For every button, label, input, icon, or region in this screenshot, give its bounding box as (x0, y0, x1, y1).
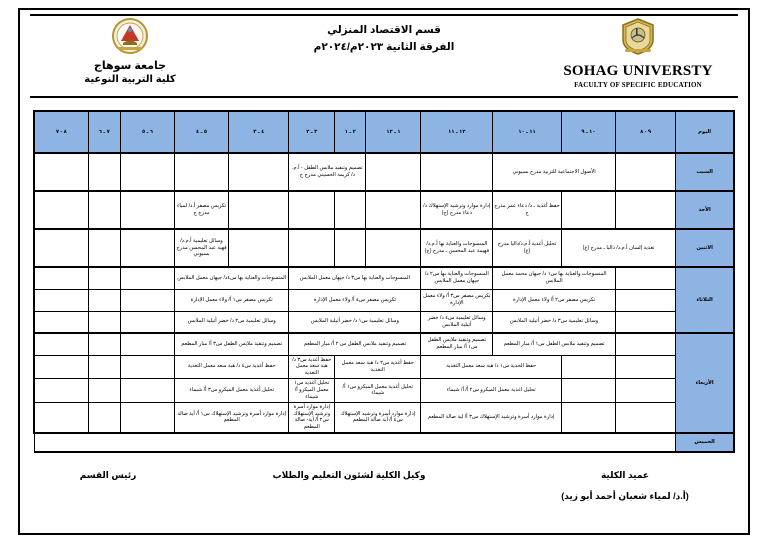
cell-tue1-7-8 (34, 267, 88, 289)
cell-tue2-6-7 (88, 289, 120, 311)
table-row-wednesday-2 (34, 355, 734, 379)
cell-tue3-media-s4: وسائل تعليمية س٤ د/ خضر أتيلية الملابس (421, 311, 493, 333)
cell-wed4-resource-s3: إدارة موارد أسرة وترشيد الإستهلاك س٣ أ/ لية صالة المطعم (421, 402, 561, 433)
cell-tue3-media-s1: وسائل تعليمية س١ د/ خضر أتيلية الملابس (289, 311, 421, 333)
cell-wed1-8-9 (615, 333, 675, 355)
table-row-thursday (34, 433, 734, 452)
cell-sun-12-1 (366, 191, 421, 229)
academic-year-title: الفرقة الثانية ٢٠٢٣م/٢٠٢٤م (313, 41, 455, 54)
col-header-7-8: ٨ - ٧ (34, 111, 88, 153)
cell-tue2-dyeing-s1: تكريس مصفر س١ أ/ ولاء معمل الإدارة (175, 289, 289, 311)
col-header-1-2: ٢ ـ ١ (335, 111, 366, 153)
cell-wed4-resource-s2: إدارة موارد أسرة وترشيد الإستهلاك س٢ أ/ أية- صالة المطعم (289, 402, 335, 433)
cell-sun-9-10 (561, 191, 615, 229)
cell-sun-1-2 (335, 191, 366, 229)
cell-wed3-6-7 (88, 379, 120, 403)
cell-sun-food-preservation: حفظ أغذية ـ د/ دعاء عمر مدرج ج (493, 191, 562, 229)
cell-sun-5-6 (120, 191, 174, 229)
cell-wed3-7-8 (34, 379, 88, 403)
cell-sat-12-1 (366, 153, 421, 191)
col-header-11-12: ١٢ ـ ١١ (421, 111, 493, 153)
cell-tue3-media-s3: وسائل تعليمية س٣ د/ خضر أتيلية الملابس (493, 311, 616, 333)
table-row-tuesday-2 (34, 289, 734, 311)
col-header-9-10: ١٠ ـ ٩ (561, 111, 615, 153)
cell-wed2-5-6 (120, 355, 174, 379)
signature-vice-dean (219, 470, 479, 526)
signature-dean (515, 470, 735, 526)
vice-dean-title: وكيل الكلية لشئون التعليم والطلاب (272, 470, 426, 480)
day-label-monday: الاثنين (676, 229, 734, 267)
cell-tue1-textiles-s2: المنسوجات والعناية بها س٢ د/ جيهان معمل الملابس (421, 267, 493, 289)
sohag-university-crest-icon (109, 16, 151, 56)
cell-tue3-6-7 (88, 311, 120, 333)
cell-mon-7-8 (34, 229, 88, 267)
col-header-3-4: ٤ ـ ٣ (229, 111, 289, 153)
cell-wed4-resource-s1: إدارة موارد أسرة وترشيد الإستهلاك س١ أ/ أية صالة المطعم (175, 402, 289, 433)
cell-wed2-7-8 (34, 355, 88, 379)
cell-sun-2-3 (289, 191, 335, 229)
cell-wed2-preserve-s3: حفظ أغذية س٣ د/ هبة سعد معمل التغذية (289, 355, 335, 379)
table-row-tuesday-1 (34, 267, 734, 289)
table-row-tuesday-3 (34, 311, 734, 333)
cell-wed3-analysis-s3: تحليل أغذية معمل الميكرو س٣ أ/ شيماء (175, 379, 289, 403)
cell-sat-3-4 (229, 153, 289, 191)
cell-tue1-textiles-s3: المنسوجات والعناية بها س٣ د/ جيهان معمل الملابس (289, 267, 421, 289)
cell-wed1-clothing-s2: تصميم وتنفيذ ملابس الطفل س ٢ أ/ مبار المطعم (289, 333, 421, 355)
cell-sun-6-7 (88, 191, 120, 229)
cell-sun-dyeing-printing: تكريس مصفر أ.د/ لمياء مدرج ج (175, 191, 229, 229)
cell-sun-7-8 (34, 191, 88, 229)
dean-name: (أ.د/ لمياء شعبان أحمد أبو زيد) (561, 491, 689, 501)
cell-sat-social-foundations: الأصول الاجتماعية للتربية مدرج بسيوني (493, 153, 616, 191)
cell-mon-5-6 (120, 229, 174, 267)
timetable (33, 110, 735, 453)
day-label-sunday: الأحد (676, 191, 734, 229)
signature-dept-head (33, 470, 183, 526)
cell-wed2-preserve-s4: حفظ أغذية س٤ د/ هبة سعد معمل التغذية (175, 355, 289, 379)
cell-wed3-5-6 (120, 379, 174, 403)
dept-head-title: رئيس القسم (79, 470, 137, 480)
cell-sat-8-9 (615, 153, 675, 191)
cell-sat-11-12 (421, 153, 493, 191)
cell-wed1-6-7 (88, 333, 120, 355)
cell-wed3-8-9 (615, 379, 675, 403)
col-header-5-6: ٦ ـ ٥ (120, 111, 174, 153)
cell-tue1-6-7 (88, 267, 120, 289)
cell-tue2-8-9 (615, 289, 675, 311)
col-header-12-1: ١ ـ ١٢ (366, 111, 421, 153)
cell-wed2-9-10 (561, 355, 615, 379)
cell-sat-6-7 (88, 153, 120, 191)
faculty-crest-icon (617, 16, 659, 56)
university-name-en: SOHAG UNIVERSTY (563, 63, 713, 79)
header-left-block (538, 16, 738, 89)
cell-wed4-9-10 (561, 402, 615, 433)
cell-wed3-analysis-s1b: تحليل أغذية س١ معمل الميكرو أ/ شيماء (289, 379, 335, 403)
cell-mon-textiles-care: المنسوجات والعناية بها أ.م.د/ فهيمة عبد المحسن ـ مدرج (ج) (421, 229, 493, 267)
table-row-wednesday-3 (34, 379, 734, 403)
cell-wed1-clothing-s1a: تصميم وتنفيذ ملابس الطفل س١ أ/ مبار المطعم (493, 333, 616, 355)
cell-wed4-7-8 (34, 402, 88, 433)
header-center-block (244, 16, 524, 57)
cell-tue1-textiles-s1: المنسوجات والعناية بها س١ د/ جيهان محمد معمل الملابس (493, 267, 616, 289)
cell-mon-3-4 (229, 229, 289, 267)
cell-tue2-5-6 (120, 289, 174, 311)
cell-tue2-dyeing-s4: تكريس مصفر س٤ أ/ ولاء معمل الإدارة (289, 289, 421, 311)
faculty-name-en: FACULTY OF SPECIFIC EDUCATION (574, 81, 702, 89)
cell-sat-7-8 (34, 153, 88, 191)
cell-tue2-dyeing-s3: تكريس مصفر س٣ أ/ ولاء معمل الإدارة (421, 289, 493, 311)
cell-sat-child-clothing: تصميم وتنفيذ ملابس الطفل - أ.م. د/ كريمة الحسيني مدرج ج (289, 153, 366, 191)
cell-sun-resource-management: إدارة موارد وترشيد الإستهلاك د/ دعاء مدرج (ج) (421, 191, 493, 229)
cell-wed2-preserve-s1: حفظ الخذية س١ د/ هبة سعد معمل التغذية (421, 355, 561, 379)
cell-tue3-media-s2: وسائل تعليمية س٢ د/ خضر أتيلية الملابس (175, 311, 289, 333)
cell-mon-food-analysis: تحليل أغذية أ.م.د/داليا مدرج (ع) (493, 229, 562, 267)
col-header-2-3: ٣ ـ ٢ (289, 111, 335, 153)
cell-wed4-5-6 (120, 402, 174, 433)
department-title: قسم الاقتصاد المنزلي (327, 24, 441, 36)
cell-sun-8-9 (615, 191, 675, 229)
header-rule-bottom (30, 96, 738, 98)
cell-wed4-8-9 (615, 402, 675, 433)
cell-sat-4-5 (175, 153, 229, 191)
header-right-block (30, 16, 230, 85)
table-row-sunday (34, 191, 734, 229)
cell-tue1-5-6 (120, 267, 174, 289)
cell-mon-educational-media: وسائل تعليمية أ.م.د/ فهية عبد المحسن مدرج بسيوني (175, 229, 229, 267)
table-row-wednesday-4 (34, 402, 734, 433)
col-header-6-7: ٧ ـ ٦ (88, 111, 120, 153)
table-row-wednesday-1 (34, 333, 734, 355)
document-header (30, 16, 738, 94)
cell-tue3-7-8 (34, 311, 88, 333)
cell-wed2-preserve-s2: حفظ أغذية س٢ د/ هبة سعد معمل التغذية (335, 355, 421, 379)
cell-mon-6-7 (88, 229, 120, 267)
cell-mon-tongue-nutrition: تغذية إلسان أ.م.د/ داليا ـ مدرج (ع) (561, 229, 675, 267)
timetable-header-row (34, 111, 734, 153)
dean-title: عميد الكلية (600, 470, 650, 480)
cell-tue2-dyeing-s2: تكريس مصفر س٢ أ/ ولاء معمل الإدارة (493, 289, 616, 311)
cell-wed4-resource-s4: إدارة موارد أسرة وترشيد الإستهلاك س٤ أ/ أية صالة المطعم (335, 402, 421, 433)
document-footer (33, 470, 735, 526)
university-name-ar: جامعة سوهاج (93, 60, 167, 72)
col-header-8-9: ٩ - ٨ (615, 111, 675, 153)
col-header-day: اليوم (676, 111, 734, 153)
table-row-saturday (34, 153, 734, 191)
cell-tue2-7-8 (34, 289, 88, 311)
cell-sat-5-6 (120, 153, 174, 191)
cell-tue1-8-9 (615, 267, 675, 289)
cell-sun-3-4 (229, 191, 289, 229)
cell-mon-12-1 (366, 229, 421, 267)
cell-wed1-clothing-s3: تصميم وتنفيذ ملابس الطفل س٣ أ/ مبار المطعم (175, 333, 289, 355)
cell-wed3-9-10 (561, 379, 615, 403)
col-header-10-11: ١١ ـ ١٠ (493, 111, 562, 153)
cell-mon-1-2 (335, 229, 366, 267)
day-label-saturday: السبت (676, 153, 734, 191)
table-row-monday (34, 229, 734, 267)
cell-tue1-textiles-s4: المنسوجات والعناية بها س٤د/ جيهان معمل الملابس (175, 267, 289, 289)
day-label-wednesday: الأربعاء (676, 333, 734, 433)
cell-thu-empty (34, 433, 676, 452)
col-header-4-5: ٥ ـ ٤ (175, 111, 229, 153)
cell-wed2-8-9 (615, 355, 675, 379)
cell-wed1-5-6 (120, 333, 174, 355)
cell-wed4-6-7 (88, 402, 120, 433)
day-label-tuesday: الثلاثاء (676, 267, 734, 333)
cell-tue3-5-6 (120, 311, 174, 333)
cell-wed2-6-7 (88, 355, 120, 379)
cell-mon-2-3 (289, 229, 335, 267)
cell-tue3-8-9 (615, 311, 675, 333)
faculty-name-ar: كلية التربية النوعية (84, 74, 176, 85)
timetable-container (33, 110, 735, 453)
cell-wed3-analysis-s1a: تحليل أغذية معمل الميكرو س١ أ/ شيماء (335, 379, 421, 403)
cell-wed1-7-8 (34, 333, 88, 355)
cell-wed1-clothing-s1b: تصميم وتنفيذ ملابس الطفل س١ أ/ مبار المطعم (421, 333, 493, 355)
cell-wed3-analysis-s2: تحليل اغذية معمل الميكرو س٢ أ/ أ/ شيماء (421, 379, 561, 403)
day-label-thursday: الخميس (676, 433, 734, 452)
